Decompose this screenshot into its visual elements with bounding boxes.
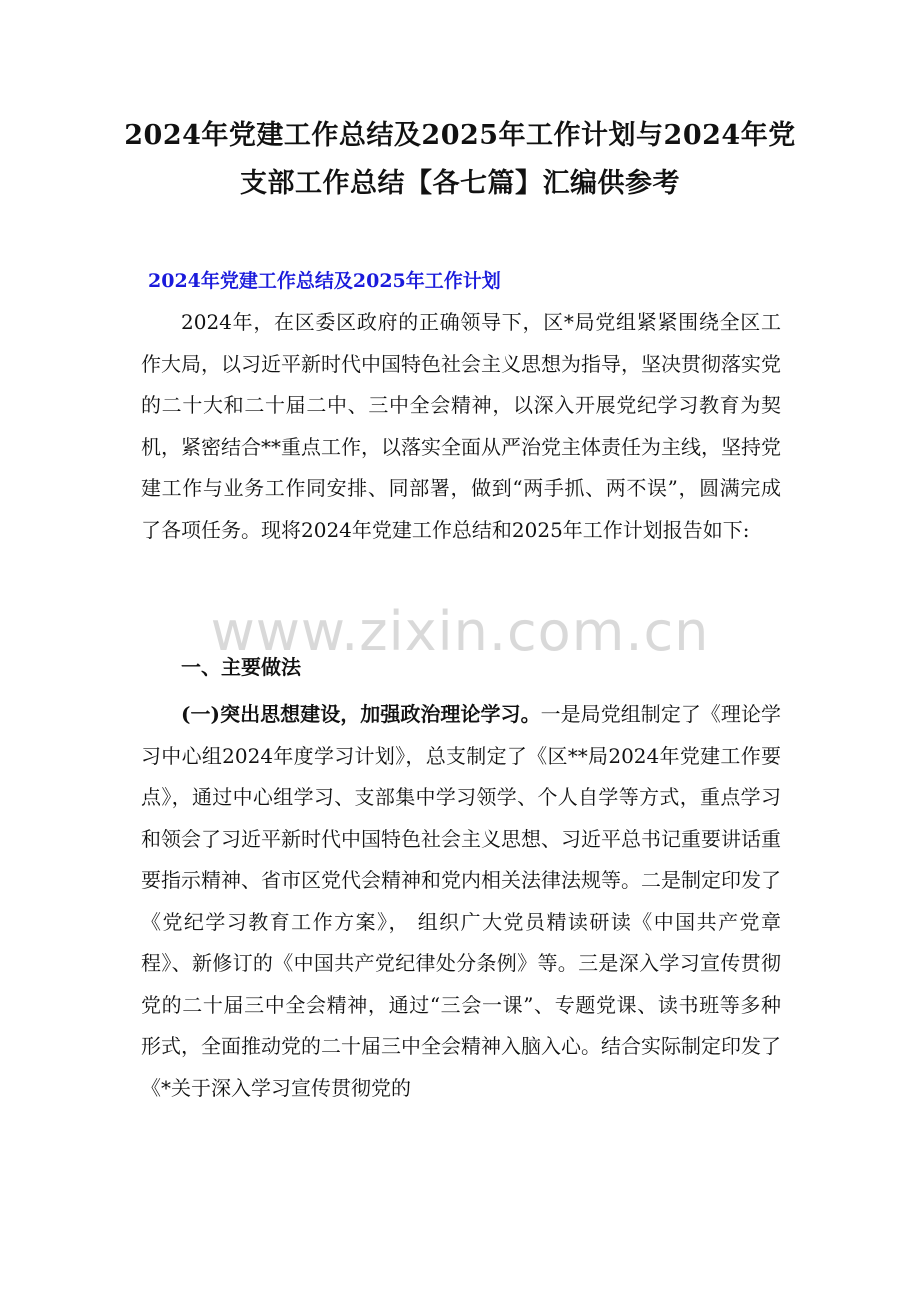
watermark: www.zixin.com.cn xyxy=(210,600,710,663)
document-title xyxy=(100,112,820,208)
document-title-line2: 支部工作总结【各七篇】汇编供参考 xyxy=(240,168,680,199)
section-heading: 2024年党建工作总结及2025年工作计划 xyxy=(148,270,501,292)
intro-paragraph xyxy=(141,302,781,551)
practice-paragraph xyxy=(141,694,781,1109)
heading-main-practices: 一、主要做法 xyxy=(181,655,301,679)
document-title-line1: 2024年党建工作总结及2025年工作计划与2024年党 xyxy=(124,120,796,151)
practice-paragraph-body: 一是局党组制定了《理论学习中心组2024年度学习计划》，总支制定了《区**局2024年党建工作要点》，通过中心组学习、支部集中学习领学、个人自学等方式，重点学习和领会了习近平新时代中国特色社会主义思想、习近平总书记重要讲话重要指示精神、省市区党代会精神和党内相关法律法规等。二是制定印发了《党纪学习教育工作方案》， 组织广大党员精读研读《中国共产党章程》、新修订的《中国共产党纪律处分条例》等。三是深入学习宣传贯彻党的二十届三中全会精神，通过“三会一课”、专题党课、读书班等多种形式，全面推动党的二十届三中全会精神入脑入心。结合实际制定印发了《*关于深入学习宣传贯彻党的 xyxy=(141,702,781,1100)
intro-paragraph-text: 2024年，在区委区政府的正确领导下，区*局党组紧紧围绕全区工作大局，以习近平新时代中国特色社会主义思想为指导，坚决贯彻落实党的二十大和二十届二中、三中全会精神，以深入开展党纪学习教育为契机，紧密结合**重点工作，以落实全面从严治党主体责任为主线，坚持党建工作与业务工作同安排、同部署，做到“两手抓、两不误”，圆满完成了各项任务。现将2024年党建工作总结和2025年工作计划报告如下: xyxy=(141,310,781,542)
practice-paragraph-lead: (一)突出思想建设，加强政治理论学习。 xyxy=(181,702,541,726)
